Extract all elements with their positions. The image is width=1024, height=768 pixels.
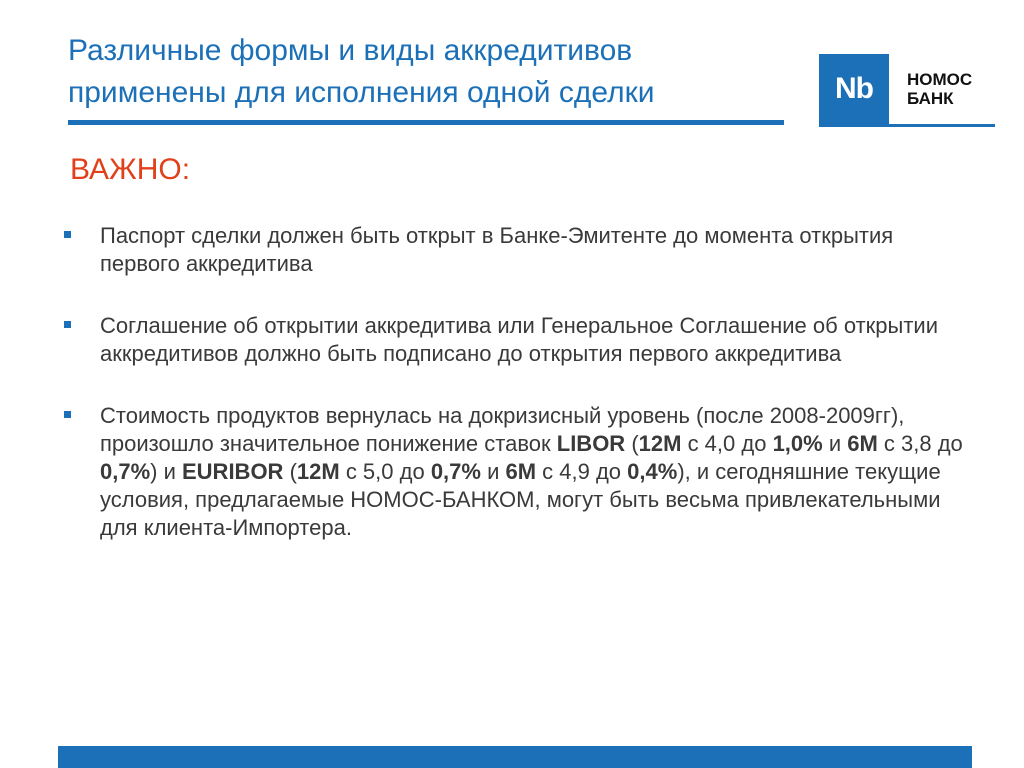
bullet-text-part: с 5,0 до — [339, 459, 431, 484]
bullet-item-passport — [60, 222, 970, 278]
bullet-list — [60, 222, 970, 576]
bullet-text: Соглашение об открытии аккредитива или Генеральное Соглашение об открытии аккредитивов должно быть подписано до открытия первого аккредитива — [100, 313, 938, 366]
logo-wordmark-line-1: НОМОС — [907, 70, 973, 89]
bullet-text-part: ( — [625, 431, 639, 456]
important-heading: ВАЖНО: — [70, 153, 191, 186]
bullet-square-icon — [64, 321, 71, 328]
term-6m-libor: 6M — [847, 431, 878, 456]
term-6m-euribor: 6M — [505, 459, 537, 484]
nomos-bank-logo — [819, 54, 995, 126]
bullet-text-part: с 4,9 до — [536, 459, 628, 484]
term-12m-euribor: 12M — [296, 459, 340, 484]
bullet-square-icon — [64, 411, 71, 418]
logo-underline — [819, 124, 995, 127]
rate-libor-6m: 0,7% — [100, 459, 151, 484]
title-underline — [68, 120, 784, 125]
bullet-text-part: и — [822, 431, 848, 456]
rate-euribor-12m: 0,7% — [430, 459, 481, 484]
libor-label: LIBOR — [556, 431, 626, 456]
term-12m-libor: 12M — [638, 431, 682, 456]
slide-title-line-1: Различные формы и виды аккредитивов — [68, 34, 633, 67]
bullet-text-part: с 3,8 до — [877, 431, 963, 456]
logo-wordmark-line-2: БАНК — [907, 89, 954, 108]
bullet-text-part: ) и — [150, 459, 182, 484]
bullet-item-agreement — [60, 312, 970, 368]
bullet-text — [100, 403, 963, 540]
bullet-text-part: с 4,0 до — [681, 431, 773, 456]
bullet-text-part: Стоимость продуктов вернулась на докризисный уровень (после 2008-2009гг), произошло значительное понижение ставок — [100, 403, 905, 456]
slide-title — [68, 30, 808, 114]
rate-euribor-6m: 0,4% — [627, 459, 678, 484]
logo-mark: Nb — [819, 54, 889, 124]
bullet-square-icon — [64, 231, 71, 238]
logo-wordmark — [907, 70, 972, 108]
euribor-label: EURIBOR — [182, 459, 284, 484]
slide-title-line-2: применены для исполнения одной сделки — [68, 76, 655, 109]
bullet-text-part: ( — [283, 459, 297, 484]
bullet-text: Паспорт сделки должен быть открыт в Банке-Эмитенте до момента открытия первого аккредитива — [100, 223, 894, 276]
footer-bar — [58, 746, 972, 768]
bullet-item-cost — [60, 402, 970, 542]
bullet-text-part: ), и сегодняшние текущие условия, предлагаемые НОМОС-БАНКОМ, могут быть весьма привлекательными для клиента-Импортера. — [100, 459, 941, 540]
bullet-text-part: и — [480, 459, 506, 484]
rate-libor-12m: 1,0% — [772, 431, 823, 456]
